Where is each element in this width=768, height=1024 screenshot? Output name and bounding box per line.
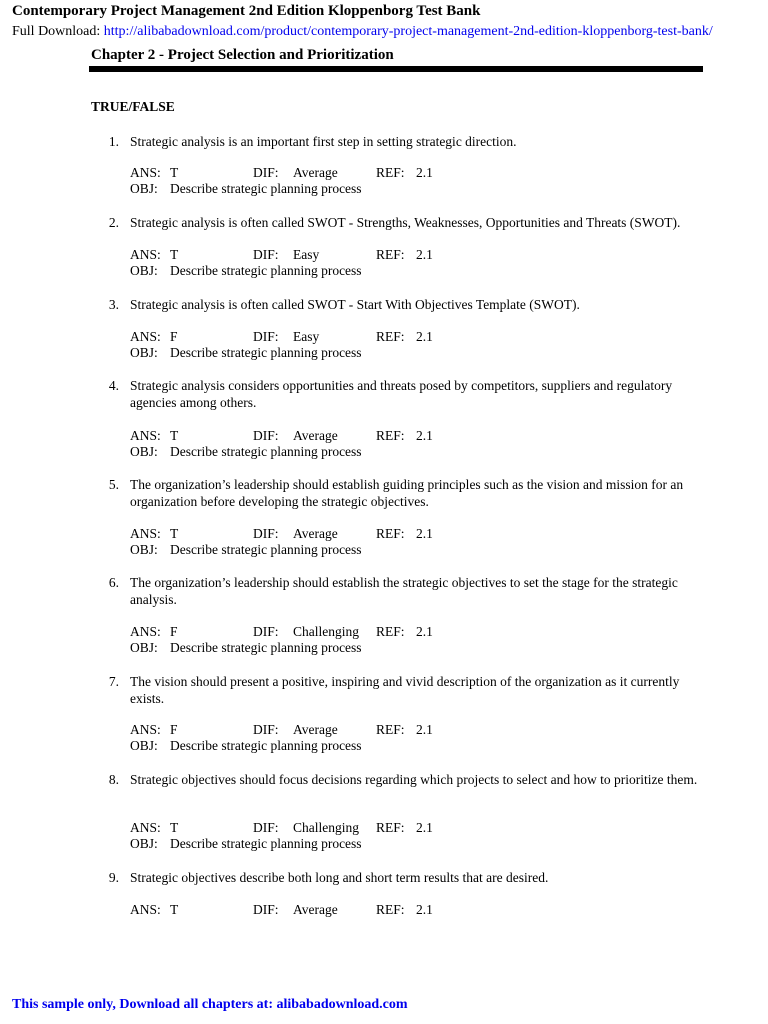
answer-meta <box>130 329 530 361</box>
question-number: 3. <box>108 297 119 312</box>
question-text: Strategic objectives should focus decisions regarding which projects to select and how to prioritize them. <box>130 772 698 787</box>
answer-row <box>130 329 530 345</box>
question-text: Strategic analysis is an important first step in setting strategic direction. <box>130 134 517 149</box>
objective-row <box>130 640 530 656</box>
ref-label: REF: <box>376 165 405 180</box>
obj-value: Describe strategic planning process <box>170 181 362 196</box>
ans-label: ANS: <box>130 329 161 344</box>
chapter-heading: Chapter 2 - Project Selection and Prioritization <box>91 47 394 63</box>
answer-meta <box>130 247 530 279</box>
dif-label: DIF: <box>253 722 279 737</box>
dif-value: Average <box>293 526 338 541</box>
answer-meta <box>130 902 530 918</box>
ans-value: T <box>170 526 179 541</box>
question-number: 2. <box>108 215 119 230</box>
obj-label: OBJ: <box>130 738 158 753</box>
ref-label: REF: <box>376 247 405 262</box>
ref-label: REF: <box>376 428 405 443</box>
answer-meta <box>130 624 530 656</box>
obj-value: Describe strategic planning process <box>170 738 362 753</box>
obj-value: Describe strategic planning process <box>170 640 362 655</box>
ref-value: 2.1 <box>416 329 433 344</box>
dif-value: Easy <box>293 329 320 344</box>
objective-row <box>130 444 530 460</box>
ans-value: F <box>170 722 178 737</box>
question-number: 6. <box>108 575 119 590</box>
obj-value: Describe strategic planning process <box>170 263 362 278</box>
question-number: 8. <box>108 772 119 787</box>
ref-value: 2.1 <box>416 247 433 262</box>
ans-value: T <box>170 165 179 180</box>
ans-label: ANS: <box>130 247 161 262</box>
obj-label: OBJ: <box>130 836 158 851</box>
answer-meta <box>130 526 530 558</box>
ref-value: 2.1 <box>416 526 433 541</box>
section-heading: TRUE/FALSE <box>91 99 175 114</box>
download-line <box>12 24 713 40</box>
answer-row <box>130 902 530 918</box>
question-text: Strategic analysis is often called SWOT - Start With Objectives Template (SWOT). <box>130 297 580 312</box>
answer-row <box>130 624 530 640</box>
answer-row <box>130 722 530 738</box>
question-number: 4. <box>108 378 119 393</box>
dif-value: Challenging <box>293 820 359 835</box>
ans-label: ANS: <box>130 624 161 639</box>
answer-row <box>130 526 530 542</box>
obj-value: Describe strategic planning process <box>170 345 362 360</box>
dif-label: DIF: <box>253 820 279 835</box>
dif-value: Challenging <box>293 624 359 639</box>
heading-rule <box>89 66 703 72</box>
answer-meta <box>130 165 530 197</box>
obj-label: OBJ: <box>130 345 158 360</box>
ref-value: 2.1 <box>416 624 433 639</box>
answer-meta <box>130 820 530 852</box>
dif-value: Average <box>293 722 338 737</box>
question-number: 7. <box>108 674 119 689</box>
ans-value: T <box>170 902 179 917</box>
objective-row <box>130 345 530 361</box>
ref-label: REF: <box>376 526 405 541</box>
question-number: 9. <box>108 870 119 885</box>
question-number: 1. <box>108 134 119 149</box>
dif-label: DIF: <box>253 247 279 262</box>
ans-value: F <box>170 329 178 344</box>
ref-label: REF: <box>376 722 405 737</box>
obj-value: Describe strategic planning process <box>170 542 362 557</box>
objective-row <box>130 738 530 754</box>
ref-label: REF: <box>376 624 405 639</box>
dif-label: DIF: <box>253 902 279 917</box>
ref-value: 2.1 <box>416 165 433 180</box>
answer-row <box>130 165 530 181</box>
answer-row <box>130 247 530 263</box>
ans-value: T <box>170 428 179 443</box>
answer-meta <box>130 722 530 754</box>
ref-value: 2.1 <box>416 820 433 835</box>
objective-row <box>130 181 530 197</box>
ans-label: ANS: <box>130 165 161 180</box>
ans-label: ANS: <box>130 902 161 917</box>
document-title: Contemporary Project Management 2nd Edition Kloppenborg Test Bank <box>12 3 481 19</box>
dif-value: Average <box>293 428 338 443</box>
footer-download-notice[interactable]: This sample only, Download all chapters at: alibabadownload.com <box>12 997 408 1012</box>
question-text: Strategic analysis is often called SWOT - Strengths, Weaknesses, Opportunities and Threats (SWOT). <box>130 215 681 230</box>
dif-label: DIF: <box>253 329 279 344</box>
ref-value: 2.1 <box>416 722 433 737</box>
question-text: The vision should present a positive, inspiring and vivid description of the organization as it currently exists. <box>130 674 680 706</box>
obj-label: OBJ: <box>130 542 158 557</box>
download-label: Full Download: <box>12 24 101 39</box>
dif-value: Easy <box>293 247 320 262</box>
objective-row <box>130 836 530 852</box>
ans-label: ANS: <box>130 722 161 737</box>
ans-value: F <box>170 624 178 639</box>
ans-value: T <box>170 820 179 835</box>
ref-label: REF: <box>376 902 405 917</box>
dif-label: DIF: <box>253 624 279 639</box>
obj-value: Describe strategic planning process <box>170 836 362 851</box>
ref-value: 2.1 <box>416 428 433 443</box>
dif-label: DIF: <box>253 428 279 443</box>
ans-label: ANS: <box>130 820 161 835</box>
obj-label: OBJ: <box>130 263 158 278</box>
dif-label: DIF: <box>253 526 279 541</box>
question-text: The organization’s leadership should establish the strategic objectives to set the stage for the strategic analysis. <box>130 575 678 607</box>
dif-value: Average <box>293 902 338 917</box>
objective-row <box>130 263 530 279</box>
ans-label: ANS: <box>130 428 161 443</box>
dif-label: DIF: <box>253 165 279 180</box>
question-text: The organization’s leadership should establish guiding principles such as the vision and mission for an organization before developing the strategic objectives. <box>130 477 684 509</box>
ref-value: 2.1 <box>416 902 433 917</box>
answer-row <box>130 428 530 444</box>
answer-row <box>130 820 530 836</box>
download-link[interactable]: http://alibabadownload.com/product/contemporary-project-management-2nd-edition-kloppenborg-test-bank/ <box>103 24 713 39</box>
question-number: 5. <box>108 477 119 492</box>
obj-label: OBJ: <box>130 181 158 196</box>
ref-label: REF: <box>376 329 405 344</box>
dif-value: Average <box>293 165 338 180</box>
obj-label: OBJ: <box>130 444 158 459</box>
obj-value: Describe strategic planning process <box>170 444 362 459</box>
answer-meta <box>130 428 530 460</box>
obj-label: OBJ: <box>130 640 158 655</box>
question-text: Strategic objectives describe both long and short term results that are desired. <box>130 870 549 885</box>
ref-label: REF: <box>376 820 405 835</box>
ans-label: ANS: <box>130 526 161 541</box>
question-text: Strategic analysis considers opportunities and threats posed by competitors, suppliers and regulatory agencies among others. <box>130 378 673 410</box>
objective-row <box>130 542 530 558</box>
ans-value: T <box>170 247 179 262</box>
